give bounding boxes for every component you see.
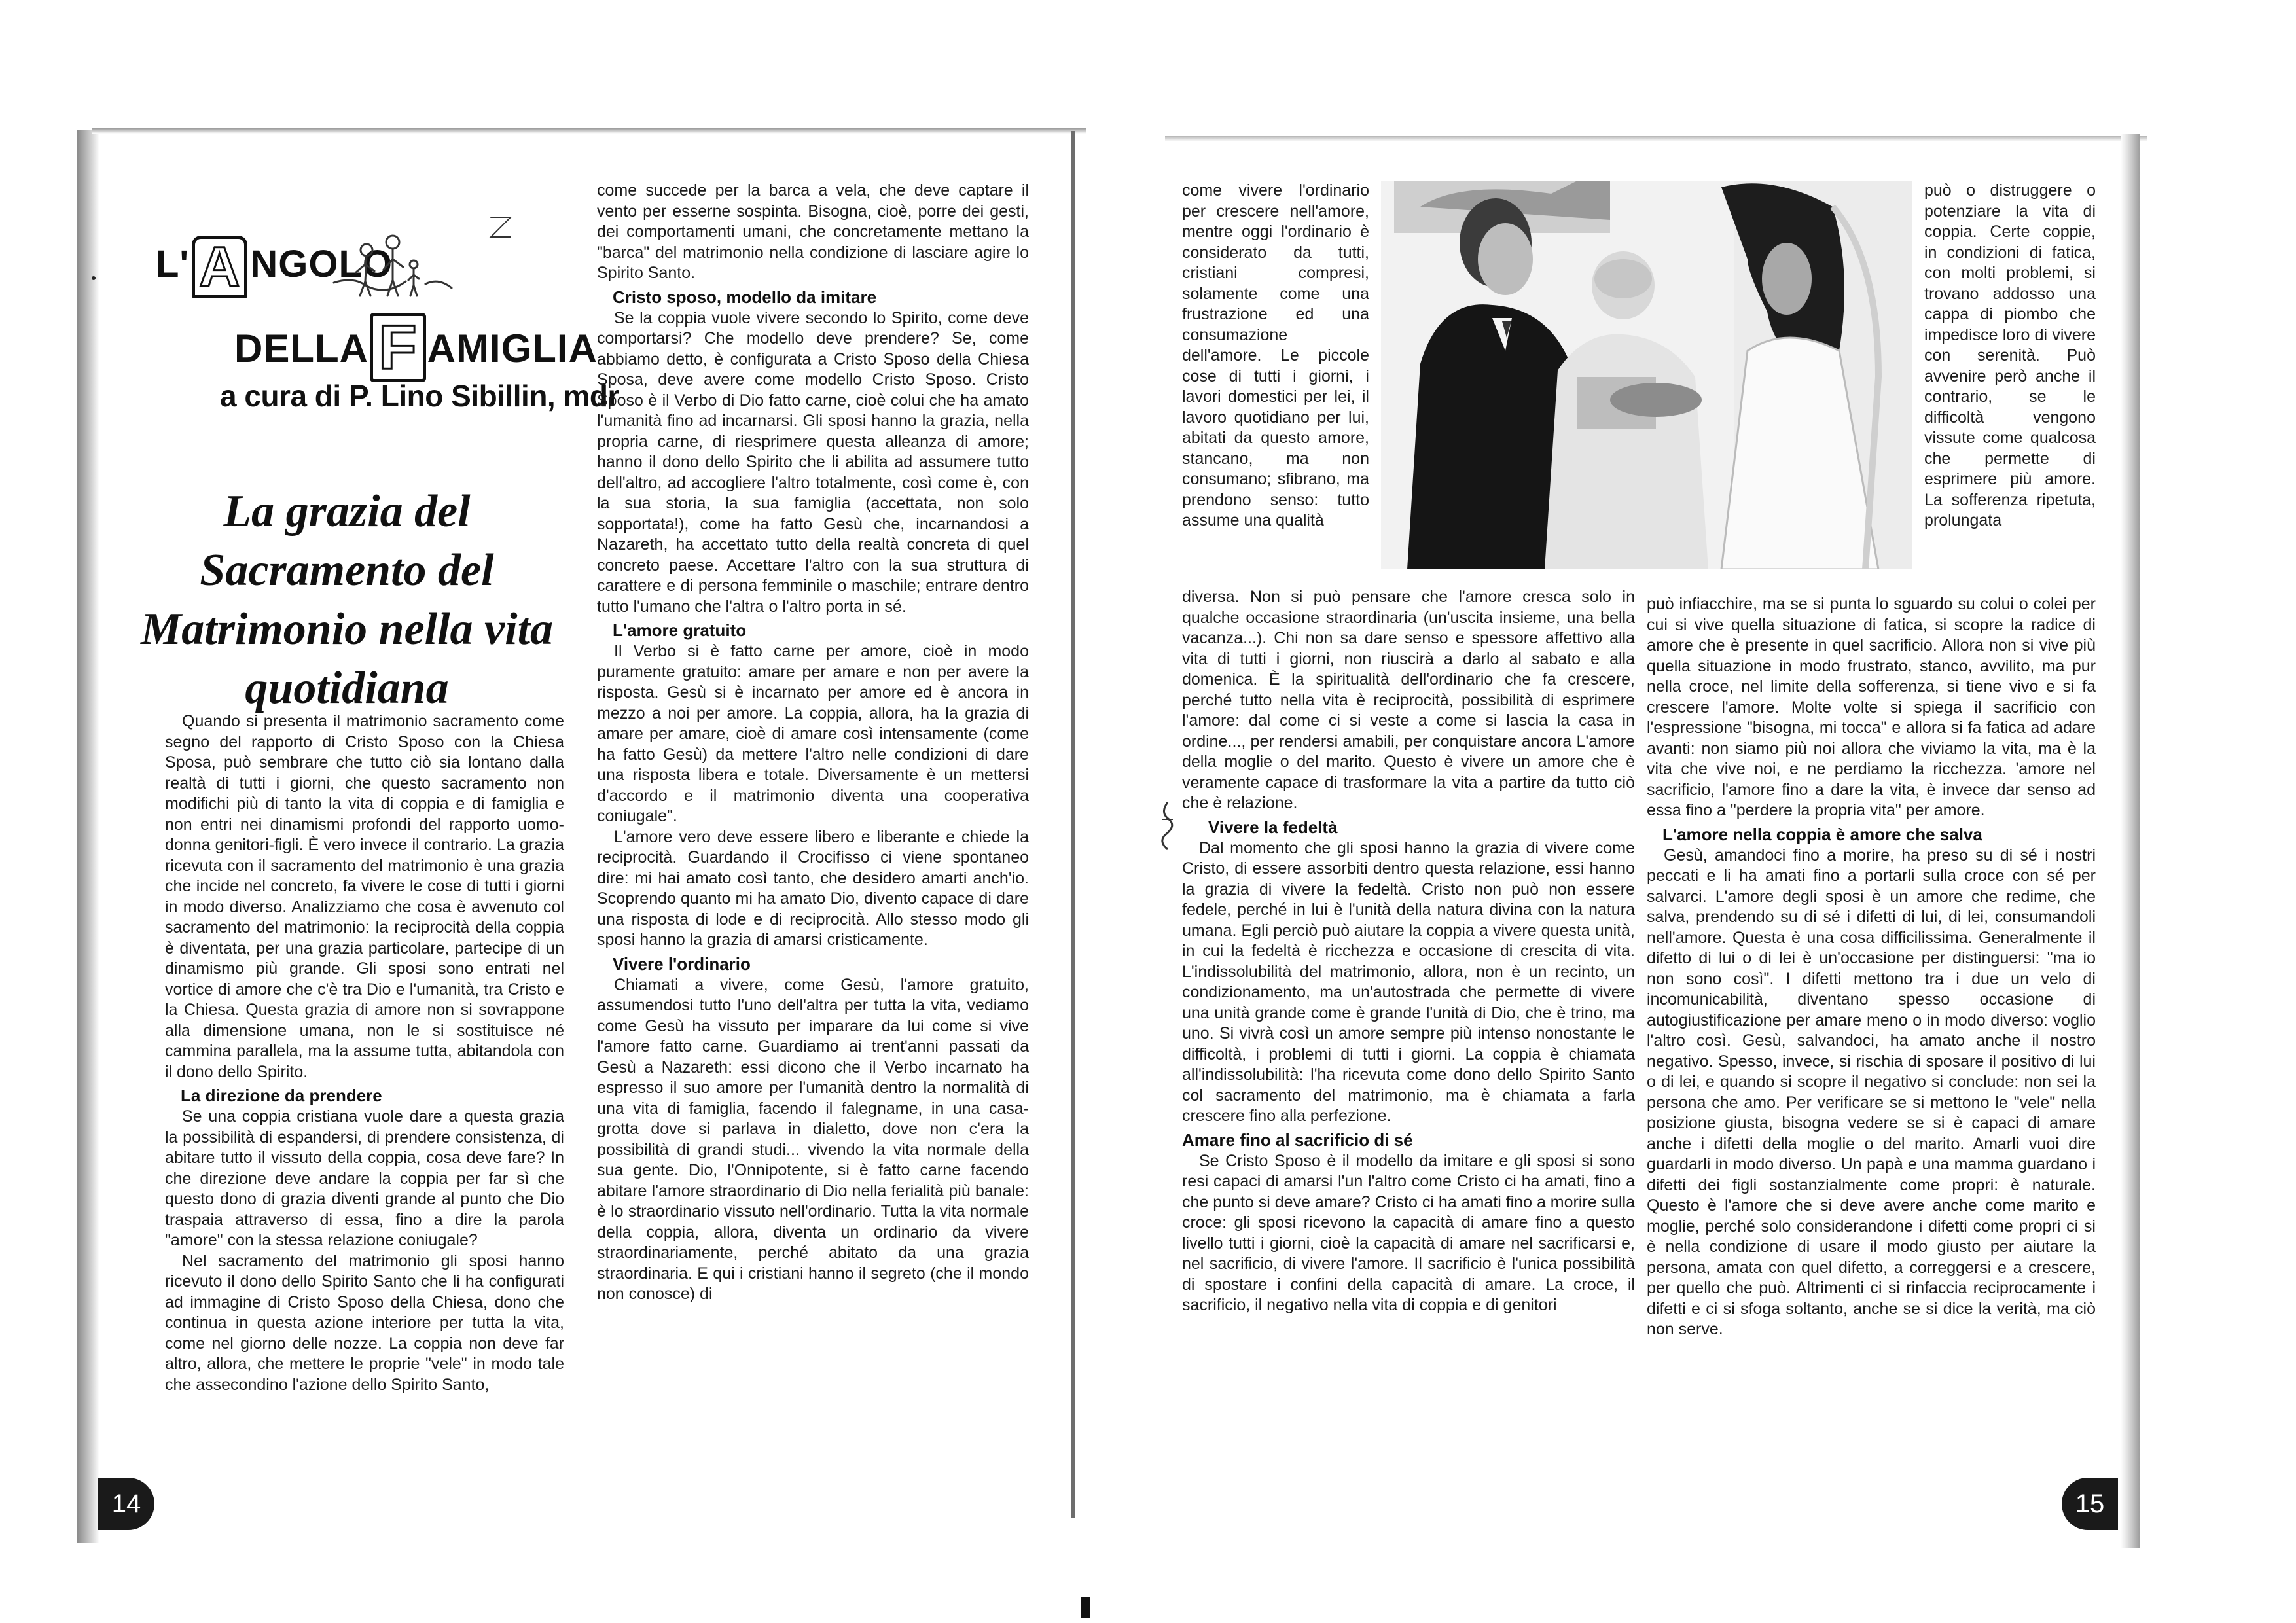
left-page-column-2 [597,181,1029,1305]
text-beside-photo-right: può o distruggere o potenziare la vita di coppia. Certe coppie, in condizioni di fatica, con molti problemi, si trovano addosso una cappa di piombo che impedisce loro di vivere con serenità. Può avvenire però anche il contrario, se le difficoltà vengono vissute come qualcosa che permette di esprimere più amore. La sofferenza ripetuta, prolungata [1924,181,2096,529]
right-page-column-1 [1182,587,1635,1316]
logo-initial-f: F [370,313,426,382]
paragraph: come succede per la barca a vela, che deve captare il vento per esserne sospinta. Bisogna, cioè, porre dei gesti, dei comportamenti umani, che concretamente mettano la "barca" del matrimonio nella condizione di lasciare agire lo Spirito Santo. [597,181,1029,282]
paragraph: Se Cristo Sposo è il modello da imitare e gli sposi si sono resi capaci di amarsi l'un l'altro come Cristo ci ha amati, fino a che punto si deve amare? Cristo ci ha amati fino a morire sulla croce: gli sposi ricevono la capacità di amare fino a questo livello tutti i giorni, cioè la capacità di amare nel sacrificarsi e, nel sacrificio, di vivere l'amore. Il sacrificio è l'unica possibilità di spostare i confini della capacità di amare. La croce, il sacrificio, il negativo nella vita di coppia e di genitori [1182,1151,1635,1314]
page-gutter [1071,131,1075,1518]
paragraph: Se una coppia cristiana vuole dare a questa grazia la possibilità di espandersi, di prendere consistenza, di abitare tutto il vissuto della coppia, cosa deve fare? In che direzione deve andare la coppia per far sì che questo dono di grazia diventi grande al punto che Dio traspaia attraverso di essa, fino a dire la parola "amore" con la stessa relazione coniugale? [165,1107,564,1249]
right-page-edge [2121,134,2140,1548]
text-beside-photo-left: come vivere l'ordinario per crescere nell'amore, mentre oggi l'ordinario è considerato da tutti, cristiani compresi, solamente come una frustrazione ed una consumazione dell'amore. Le piccole cose di tutti i giorni, i lavori domestici per lei, il lavoro quotidiano per lui, abitati da questo amore, stancano, ma non consumano; sfibrano, ma prendono senso: tutto assume una qualità [1182,181,1369,529]
left-page-top-edge [92,128,1086,134]
wedding-photo [1381,181,1912,569]
section-heading: L'amore gratuito [613,620,747,640]
right-page-top-edge [1165,136,2147,141]
section-heading: Vivere la fedeltà [1208,817,1338,837]
paragraph: Quando si presenta il matrimonio sacramento come segno del rapporto di Cristo Sposo con la Chiesa Sposa, può sembrare che tutto ciò sia lontano dalla realtà di tutti i giorni, che questo sacramento non modifichi più di tanto la vita di coppia e di famiglia e non entri nei dinamismi profondi del rapporto uomo-donna genitori-figli. È vero invece il contrario. La grazia ricevuta con il sacramento del matrimonio è una grazia che incide nel concreto, fa vivere le cose di tutti i giorni in modo diverso. Analizziamo che cosa è avvenuto col sacramento del matrimonio: la reciprocità della coppia è diventata, per una grazia particolare, partecipe di un dinamismo più grande. Gli sposi sono entrati nel vortice di amore che c'è tra Dio e l'umanità, tra Cristo e la Chiesa. Questa grazia di amore non si sovrappone alla dimensione umana, non le si sostituisce né cammina parallela, ma la assume tutta, abitandola con il dono dello Spirito. [165,712,564,1081]
paragraph: Il Verbo si è fatto carne per amore, cioè in modo puramente gratuito: amare per amare e non per avere la risposta. Gesù si è incarnato per amore ed è ancora in mezzo a noi per amore. La coppia, allora, ha la grazia di amare per amare, cioè di amare così intensamente (come ha fatto Gesù) da mettere l'altro nelle condizioni di dare una risposta libera e totale. Diversamente è un mettersi d'accordo e il matrimonio diventa una cooperativa coniugale". [597,642,1029,825]
paragraph: Nel sacramento del matrimonio gli sposi hanno ricevuto il dono dello Spirito Santo che li ha configurati ad immagine di Cristo Sposo della Chiesa, dono che continua in questa azione interiore per tutta la vita, come nel giorno delle nozze. La coppia non deve far altro, allora, che mettere le proprie "vele" in modo tale che assecondino l'azione dello Spirito Santo, [165,1251,564,1394]
left-page-column-1 [165,711,564,1395]
section-heading: Amare fino al sacrificio di sé [1182,1130,1413,1150]
margin-dot [92,276,96,280]
section-heading: Vivere l'ordinario [613,954,751,974]
paragraph: Dal momento che gli sposi hanno la grazia di vivere come Cristo, di essere assorbiti dentro questa relazione, essi hanno la grazia di vivere la fedeltà. Cristo non può non essere fedele, perché in lui è l'unità della natura divina con la natura umana. Egli perciò può aiutare la coppia a vivere questa unità, in cui la fedeltà è ricchezza e occasione di crescita di vita. L'indissolubilità del matrimonio, allora, non è un recinto, un condizionamento, ma un'autostrada che permette di vivere una unità grande come è grande l'unità di Dio, che è trino, ma uno. Si vivrà così un amore sempre più intenso nonostante le difficoltà, i problemi di tutti i giorni. La coppia è chiamata all'indissolubilità: l'ha ricevuta come dono dello Spirito Santo col sacramento del matrimonio, ma è chiamata a farla crescere fino alla perfezione. [1182,838,1635,1125]
logo-word-della: DELLA [234,327,368,370]
section-heading: L'amore nella coppia è amore che salva [1662,824,1982,844]
paragraph: Gesù, amandoci fino a morire, ha preso su di sé i nostri peccati e li ha amati fino a portarli sulla croce con sé per salvarci. L'amore degli sposi è un amore che redime, che salva, prendendo su di sé i difetti di lui, di lei, consumandoli nell'amore. Questa è una cosa difficilissima. Generalmente il difetto di lui o di lei è un'occasione per distinguersi: "ma io non sono così". I difetti mettono tra i due un velo di incomunicabilità, diventano spesso occasione di autogiustificazione per amare meno o in modo diverso: voglio l'altro così. Gesù, salvandoci, ha amato anche il nostro negativo. Spesso, invece, si rischia di sposare il positivo di lui o di lei, e quando si scopre il negativo si conclude: non sei la persona che amo. Per verificare se si mettono le "vele" nella posizione giusta, bisogna vedere se si è capaci di amare anche i difetti della moglie o del marito. Amarli vuoi dire guardarli in modo diverso. Un papà e una mamma guardano i difetti dei figli sostanzialmente come propri: è naturale. Questo è l'amore che si deve avere anche come marito e moglie, perché solo considerandone i difetti come propri ci si è nella condizione di usare il modo giusto per aiutare la persona, amata con quel difetto, a correggersi e a crescere, per quello che può. Altrimenti ci si rinfaccia reciprocamente i difetti e ci si sfoga soltanto, anche se si dice la verità, ma ciò non serve. [1647,846,2096,1338]
page-number-right: 15 [2062,1478,2118,1530]
paragraph: Se la coppia vuole vivere secondo lo Spirito, come deve comportarsi? Che modello deve prendere? Se, come abbiamo detto, è configurata a Cristo Sposo della Chiesa Sposa, deve avere come modello Cristo Sposo. Cristo Sposo è il Verbo di Dio fatto carne, cioè colui che ha amato l'umanità fino ad incarnarsi. Gli sposi hanno la grazia, nella propria carne, di riesprimere questa alleanza di amore; hanno il dono dello Spirito che li abilita ad assumere tutto dell'altro, ad accogliere l'altro totalmente, così come è, con la sua storia, la sua famiglia (accettata, non solo sopportata!), come ha fatto Gesù che, incarnandosi a Nazareth, ha accettato tutto della realtà concreta di quel concreto paese. Accettare l'altro con la sua struttura di carattere e di persona femminile o maschile; entrare dentro tutto l'umano che l'altra o l'altro porta in sé. [597,308,1029,616]
logo-word-amiglia: AMIGLIA [427,327,598,370]
paragraph: L'amore vero deve essere libero e liberante e chiede la reciprocità. Guardando il Crocifisso ci viene spontaneo dire: mi hai amato così tanto, che desidero amarti anch'io. Scoprendo quanto mi ha amato Dio, divento capace di dare una risposta di lode e di reciprocità. Allo stesso modo gli sposi hanno la grazia di amarsi cristicamente. [597,827,1029,949]
logo-initial-a: A [192,236,247,298]
family-sketch-icon [327,204,524,302]
page-number-left: 14 [98,1478,154,1530]
paragraph: diversa. Non si può pensare che l'amore cresca solo in qualche occasione straordinaria (un'uscita insieme, una bella vacanza...). Chi non sa dare senso e spessore affettivo alla vita di tutti i giorni, non riuscirà a darlo al sabato e alla domenica. È la spiritualità dell'ordinario che fa crescere, perché tutto nella vita è reciprocità, possibilità di esprimere l'amore: dal come ci si veste a come si lascia la casa in ordine..., per rendersi amabili, per conquistare ancora L'amore della moglie o del marito. Questo è vivere un amore che è veramente capace di trasformare la vita a partire da tutto ciò che è relazione. [1182,588,1635,812]
paragraph: può infiacchire, ma se si punta lo sguardo su colui o colei per cui si vive quella situazione di fatica, si scopre la radice di amore che è presente in quel sacrificio. Allora non si vive più quella situazione in modo frustrato, stanco, avvilito, ma pur nella croce, nel limite della sofferenza, si tiene vivo e si fa crescere l'amore. Molte volte si spiega il sacrificio con l'espressione "bisogna, mi tocca" e allora si fa fatica ad adare avanti: non siamo più noi allora che viviamo la vita, ma è la vita che vive noi, e ne perdiamo la ricchezza. 'amore nel sacrificio, l'amore fino a dare la vita, è invece dar senso ad essa fino a "perdere la propria vita" per amore. [1647,595,2096,819]
left-page-edge [77,130,99,1543]
section-heading: Cristo sposo, modello da imitare [613,287,877,307]
section-heading: La direzione da prendere [181,1086,382,1105]
curator-credit: a cura di P. Lino Sibillin, mdr [220,379,619,413]
logo-word-ngolo: NGOLO [250,243,393,285]
column-logo-line2 [234,313,598,382]
right-page-column-2 [1647,594,2096,1340]
fold-marker [1081,1597,1090,1618]
margin-scribble-icon [1155,800,1181,852]
article-title: La grazia del Sacramento del Matrimonio nella vita quotidiana [140,486,554,713]
paragraph: Chiamati a vivere, come Gesù, l'amore gratuito, assumendosi tutto l'uno dell'altra per tutta la vita, vediamo come Gesù ha vissuto per imparare da lui come si vive l'amore fatto carne. Guardiamo ai trent'anni passati da Gesù a Nazareth: essi dicono che il Verbo incarnato ha espresso il suo amore per l'umanità dentro la normalità di una vita di famiglia, facendo il falegname, in una casa-grotta dove si parlava in dialetto, dove non c'era la possibilità di grandi studi... vivendo la vita normale della sua gente. Dio, l'Onnipotente, si è fatto carne facendo abitare l'amore straordinario di Dio nella ferialità più banale: è lo straordinario vissuto nell'ordinario. Tutta la vita normale della coppia, allora, diventa un ordinario da vivere straordinariamente, perché abitato da una grazia straordinaria. E qui i cristiani hanno il segreto (che il mondo non conosce) di [597,975,1029,1303]
logo-prefix: L' [156,243,190,285]
